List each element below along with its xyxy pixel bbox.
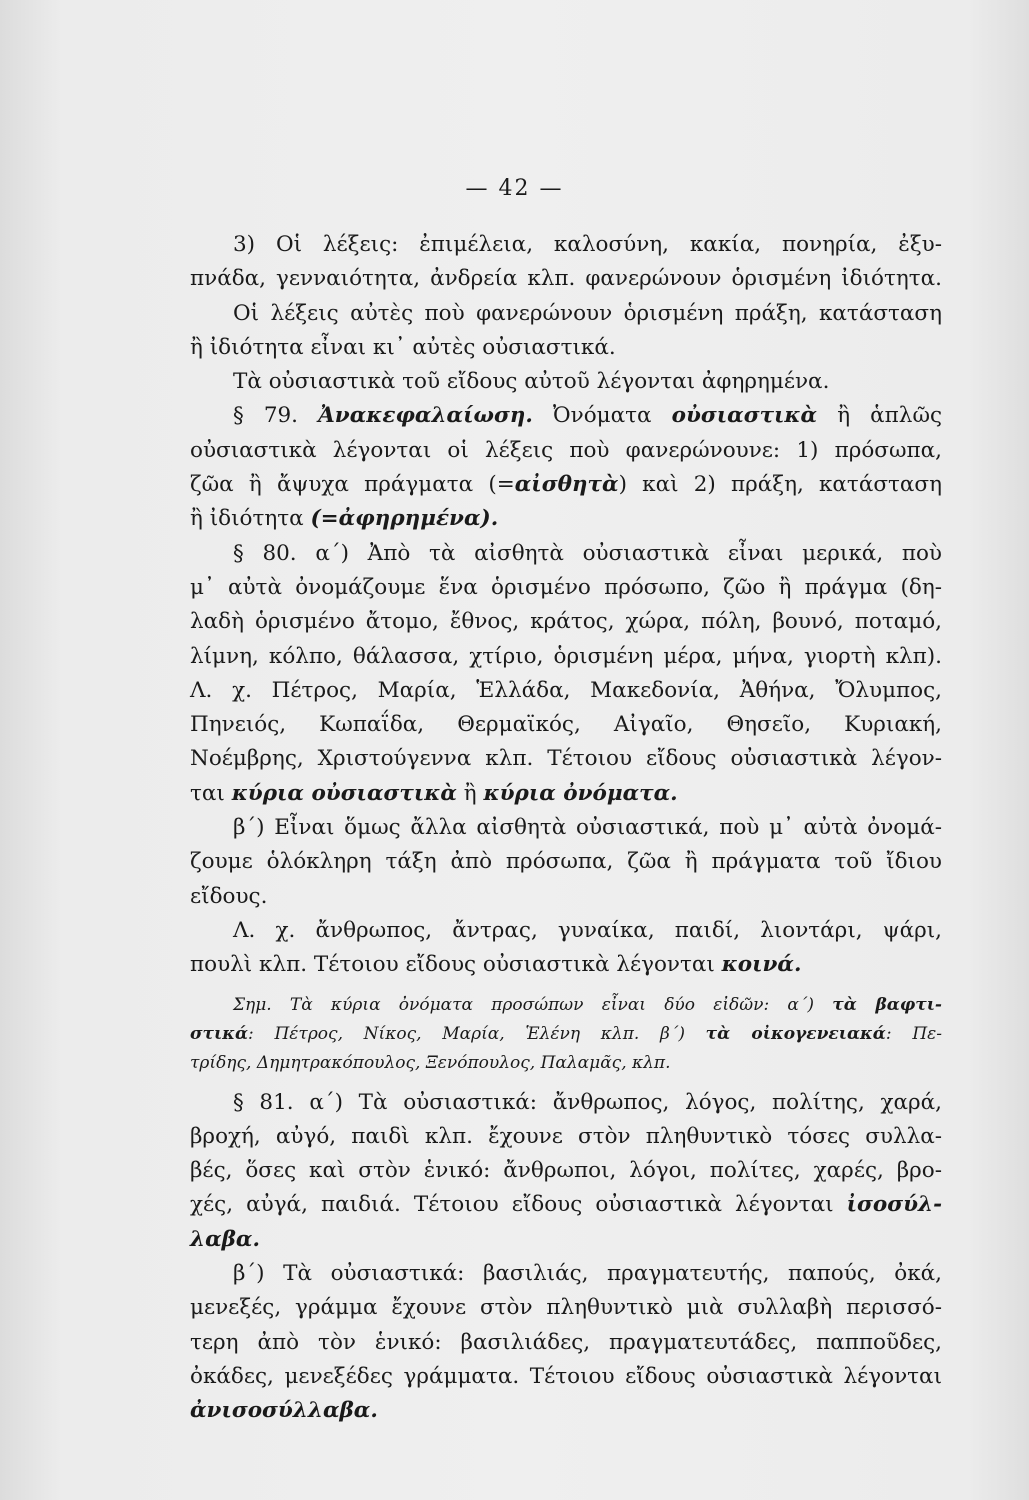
text-span: ἢ ἰδιότητα bbox=[190, 506, 304, 532]
text-line: β΄) Εἶναι ὅμως ἄλλα αἰσθητὰ οὐσιαστικά, ποὺ μ᾿ αὐτὰ ὀνομά- bbox=[233, 815, 942, 841]
text-line: ἢ ἰδιότητα εἶναι κι᾿ αὐτὲς οὐσιαστικά. bbox=[190, 334, 616, 360]
spacer bbox=[190, 983, 942, 991]
text-line: λαδὴ ὁρισμένο ἄτομο, ἔθνος, κράτος, χώρα, πόλη, βουνό, ποταμό, bbox=[190, 609, 942, 635]
text-span: χές, αὐγά, παιδιά. Τέτοιου εἴδους οὐσιαστικὰ λέγονται bbox=[190, 1192, 834, 1218]
bold-term: κύρια ὀνόματα. bbox=[483, 780, 678, 806]
text-span: ἢ bbox=[463, 780, 477, 806]
text-line: 3) Οἱ λέξεις: ἐπιμέλεια, καλοσύνη, κακία, πονηρία, ἐξυ- bbox=[233, 232, 942, 257]
bold-term: στικά bbox=[190, 1023, 249, 1044]
spacer bbox=[190, 1078, 942, 1086]
text-line bbox=[190, 948, 942, 982]
text-line: ζουμε ὁλόκληρη τάξη ἀπὸ πρόσωπα, ζῶα ἢ πράγματα τοῦ ἴδιου bbox=[190, 849, 942, 875]
text-line: βροχή, αὐγό, παιδὶ κλπ. ἔχουνε στὸν πληθυντικὸ τόσες συλλα- bbox=[190, 1123, 942, 1149]
text-line: πνάδα, γενναιότητα, ἀνδρεία κλπ. φανερώνουν ὁρισμένη ἰδιότητα. bbox=[190, 266, 942, 292]
section-80-line: § 80. α΄) Ἀπὸ τὰ αἰσθητὰ οὐσιαστικὰ εἶναι μερικά, ποὺ bbox=[233, 540, 942, 566]
bold-term: αἰσθητὰ bbox=[514, 472, 619, 498]
text-line: Οἱ λέξεις αὐτὲς ποὺ φανερώνουν ὁρισμένη πράξη, κατάσταση bbox=[233, 300, 942, 326]
footnote-line bbox=[190, 991, 942, 1020]
section-79-number: § 79. bbox=[233, 403, 299, 429]
text-span: : Πέτρος, Νίκος, Μαρία, Ἑλένη κλπ. β΄) bbox=[248, 1023, 685, 1044]
text-span: Σημ. Τὰ κύρια ὀνόματα προσώπων εἶναι δύο εἰδῶν: α΄) bbox=[233, 994, 815, 1015]
text-line bbox=[190, 1394, 942, 1428]
text-line bbox=[190, 502, 942, 536]
text-line: εἴδους. bbox=[190, 883, 268, 909]
bold-term: τὰ οἰκογενειακά bbox=[705, 1023, 886, 1044]
text-line: οὐσιαστικὰ λέγονται οἱ λέξεις ποὺ φανερώνουνε: 1) πρόσωπα, bbox=[190, 437, 942, 463]
text-line: μ᾿ αὐτὰ ὀνομάζουμε ἕνα ὁρισμένο πρόσωπο, ζῶο ἢ πράγμα (δη- bbox=[190, 574, 942, 600]
text-line: μενεξές, γράμμα ἔχουνε στὸν πληθυντικὸ μιὰ συλλαβὴ περισσό- bbox=[190, 1295, 942, 1321]
text-line: Λ. χ. ἄνθρωπος, ἄντρας, γυναίκα, παιδί, λιοντάρι, ψάρι, bbox=[233, 917, 942, 943]
bold-term: λαβα. bbox=[190, 1226, 260, 1252]
bold-term: ἀνισοσύλλαβα. bbox=[190, 1398, 378, 1424]
text-line: Τὰ οὐσιαστικὰ τοῦ εἴδους αὐτοῦ λέγονται ἀφηρημένα. bbox=[233, 369, 830, 395]
text-block bbox=[190, 228, 942, 1429]
text-line bbox=[190, 777, 942, 811]
text-line: τερη ἀπὸ τὸν ἑνικό: βασιλιάδες, πραγματευτάδες, παπποῦδες, bbox=[190, 1329, 942, 1355]
text-line: βές, ὅσες καὶ στὸν ἑνικό: ἄνθρωποι, λόγοι, πολίτες, χαρές, βρο- bbox=[190, 1158, 942, 1184]
text-span: ἢ ἁπλῶς bbox=[837, 403, 943, 429]
text-line: Νοέμβρης, Χριστούγεννα κλπ. Τέτοιου εἴδους οὐσιαστικὰ λέγον- bbox=[190, 746, 942, 772]
bold-term: κύρια οὐσιαστικὰ bbox=[231, 780, 457, 806]
footnote-line bbox=[190, 1020, 942, 1049]
text-line: ὀκάδες, μενεξέδες γράμματα. Τέτοιου εἴδους οὐσιαστικὰ λέγονται bbox=[190, 1363, 942, 1389]
text-line: β΄) Τὰ οὐσιαστικά: βασιλιάς, πραγματευτής, παπούς, ὀκά, bbox=[233, 1261, 942, 1287]
text-span: Ὀνόματα bbox=[553, 403, 652, 429]
bold-term: τὰ βαφτι- bbox=[832, 994, 942, 1015]
text-line bbox=[190, 1223, 942, 1257]
text-line: λίμνη, κόλπο, θάλασσα, χτίριο, ὁρισμένη μέρα, μήνα, γιορτὴ κλπ). bbox=[190, 643, 942, 669]
bold-term: κοινά. bbox=[721, 952, 802, 978]
section-79-title: Ἀνακεφαλαίωση. bbox=[318, 403, 533, 429]
text-span: : Πε- bbox=[885, 1023, 943, 1044]
text-span: ται bbox=[190, 780, 225, 806]
bold-term: οὐσιαστικὰ bbox=[671, 403, 818, 429]
bold-term: (=ἀφηρημένα). bbox=[310, 506, 499, 532]
text-line bbox=[190, 468, 942, 502]
section-79-heading-line bbox=[190, 399, 942, 433]
text-span: πουλὶ κλπ. Τέτοιου εἴδους οὐσιαστικὰ λέγονται bbox=[190, 952, 715, 978]
bold-term: ἰσοσύλ- bbox=[846, 1192, 942, 1218]
page-number: — 42 — bbox=[465, 176, 564, 201]
text-span: ζῶα ἢ ἄψυχα πράγματα (= bbox=[190, 472, 515, 498]
section-81-line: § 81. α΄) Τὰ οὐσιαστικά: ἄνθρωπος, λόγος, πολίτης, χαρά, bbox=[233, 1089, 942, 1115]
text-line: Πηνειός, Κωπαΐδα, Θερμαϊκός, Αἰγαῖο, Θησεῖο, Κυριακή, bbox=[190, 712, 942, 738]
text-span: ) καὶ 2) πράξη, κατάσταση bbox=[618, 472, 942, 498]
text-line: Λ. χ. Πέτρος, Μαρία, Ἑλλάδα, Μακεδονία, Ἀθήνα, Ὄλυμπος, bbox=[190, 677, 942, 703]
footnote-line: τρίδης, Δημητρακόπουλος, Ξενόπουλος, Παλαμᾶς, κλπ. bbox=[190, 1052, 671, 1073]
text-line bbox=[190, 1188, 942, 1222]
